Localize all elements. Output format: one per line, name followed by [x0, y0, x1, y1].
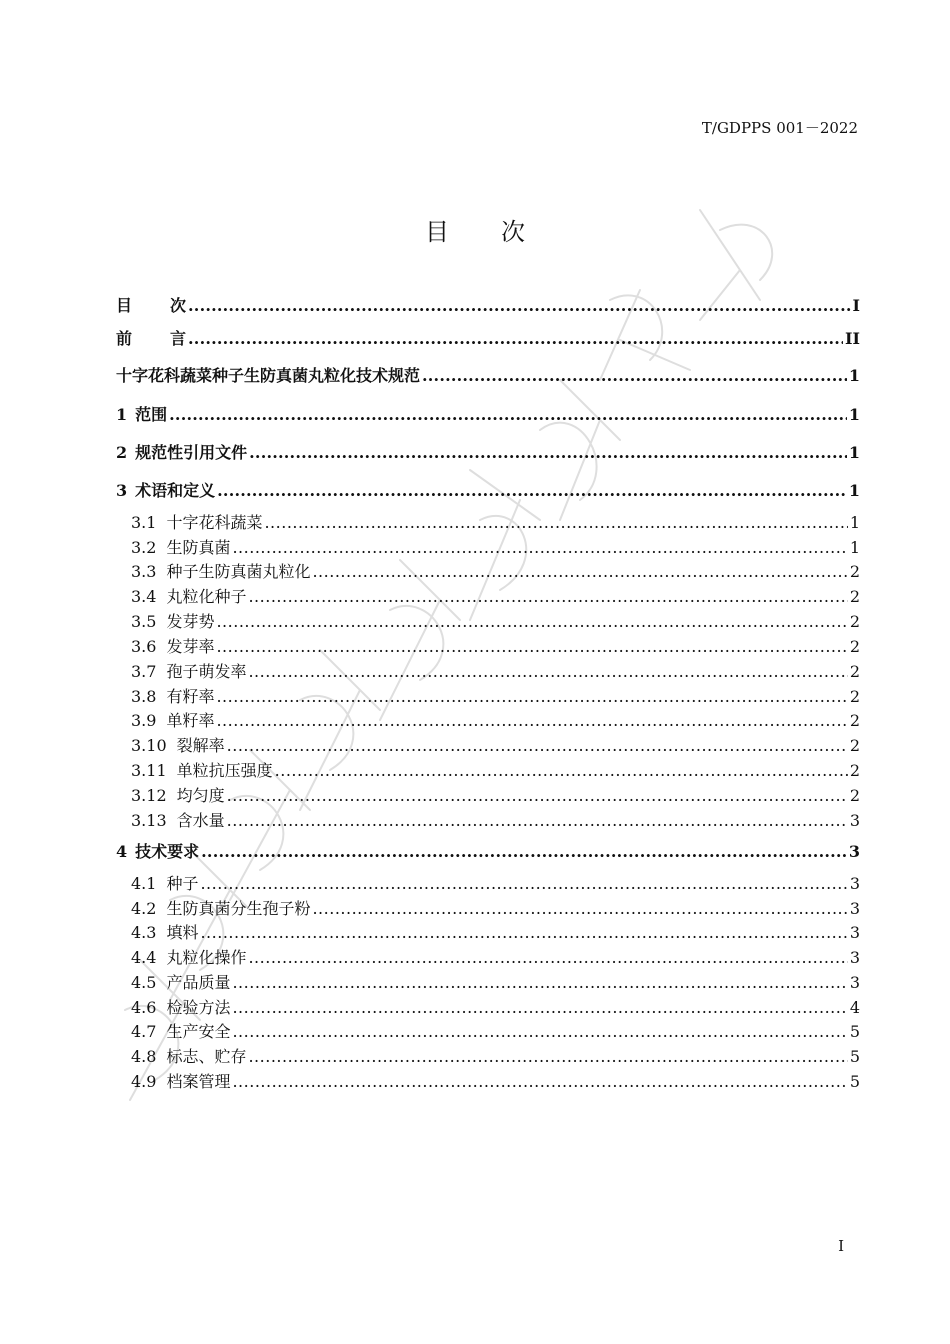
toc-entry-number: 3.11	[131, 761, 167, 780]
toc-entry-label	[131, 945, 246, 968]
toc-page-number: 3	[848, 842, 860, 861]
toc-entry-number: 4.3	[131, 923, 157, 942]
toc-entry-text: 范围	[135, 405, 168, 424]
toc-entry-text: 档案管理	[166, 1072, 231, 1091]
toc-entry-number: 3.2	[131, 538, 157, 557]
toc-subentry[interactable]	[131, 758, 860, 781]
toc-page-number: 5	[849, 1022, 860, 1041]
toc-entry-text: 检验方法	[166, 998, 231, 1017]
toc-entry-text: 单籽率	[166, 711, 215, 730]
toc-page-number: 2	[849, 662, 860, 681]
toc-entry-number: 3.10	[131, 736, 167, 755]
toc-subentry[interactable]	[131, 783, 860, 806]
toc-page-number: I	[852, 296, 860, 315]
toc-page-number: 1	[848, 366, 860, 385]
toc-entry-number: 3.12	[131, 786, 167, 805]
page-title	[0, 212, 950, 247]
toc-entry-text: 规范性引用文件	[135, 443, 248, 462]
toc-entry-text: 有籽率	[166, 687, 215, 706]
toc-entry-label-second: 次	[170, 296, 187, 315]
toc-subentry[interactable]	[131, 510, 860, 533]
toc-page-number: 5	[849, 1047, 860, 1066]
toc-entry-label	[131, 609, 214, 632]
toc-entry-number: 3.9	[131, 711, 157, 730]
toc-entry-number: 3.13	[131, 811, 167, 830]
page-title-char-1: 目	[425, 218, 449, 246]
page-title-char-2: 次	[501, 218, 525, 246]
toc-entry-number: 1	[116, 405, 128, 424]
toc-dot-leader	[248, 662, 847, 681]
toc-page-number: 5	[849, 1072, 860, 1091]
toc-entry-label-second: 言	[170, 329, 187, 348]
toc-dot-leader	[216, 687, 847, 706]
toc-dot-leader	[312, 562, 847, 581]
toc-subentry[interactable]	[131, 871, 860, 894]
toc-subentry[interactable]	[131, 634, 860, 657]
toc-subentry[interactable]	[131, 1044, 860, 1067]
toc-subentry[interactable]	[131, 708, 860, 731]
toc-entry-text: 单粒抗压强度	[176, 761, 273, 780]
toc-entry-label	[116, 839, 199, 862]
toc-entry-label	[131, 684, 214, 707]
toc-entry-label	[116, 478, 215, 501]
toc-entry-label	[131, 559, 310, 582]
toc-entry-text: 丸粒化操作	[166, 948, 247, 967]
toc-entry-number: 2	[116, 443, 128, 462]
toc-entry-label	[131, 995, 230, 1018]
toc-entry[interactable]	[116, 440, 860, 463]
toc-entry-label	[131, 896, 310, 919]
toc-entry-text: 裂解率	[176, 736, 225, 755]
toc-entry-label	[131, 659, 246, 682]
toc-entry-label	[131, 1044, 246, 1067]
toc-dot-leader	[232, 1022, 847, 1041]
toc-subentry[interactable]	[131, 970, 860, 993]
toc-dot-leader	[216, 711, 847, 730]
toc-dot-leader	[249, 443, 847, 462]
toc-entry-number: 3.8	[131, 687, 157, 706]
toc-entry-text: 技术要求	[135, 842, 200, 861]
toc-entry-number: 4.6	[131, 998, 157, 1017]
toc-subentry[interactable]	[131, 559, 860, 582]
toc-page-number: 2	[849, 761, 860, 780]
toc-entry-text: 发芽势	[166, 612, 215, 631]
toc-dot-leader	[217, 481, 847, 500]
toc-dot-leader	[200, 923, 847, 942]
toc-page-number: 3	[849, 948, 860, 967]
toc-page-number: 3	[849, 973, 860, 992]
toc-entry-label	[116, 402, 167, 425]
toc-dot-leader	[232, 973, 847, 992]
toc-subentry[interactable]	[131, 945, 860, 968]
toc-page-number: 3	[849, 899, 860, 918]
toc-dot-leader	[312, 899, 847, 918]
toc-page-number: 2	[849, 637, 860, 656]
toc-page-number: 3	[849, 874, 860, 893]
toc-entry-number: 3.4	[131, 587, 157, 606]
toc-entry-text: 丸粒化种子	[166, 587, 247, 606]
toc-subentry[interactable]	[131, 609, 860, 632]
toc-dot-leader	[188, 329, 843, 348]
toc-entry-label-first: 前	[116, 329, 133, 348]
toc-subentry[interactable]	[131, 584, 860, 607]
toc-entry-label	[116, 440, 247, 463]
toc-entry-label	[116, 326, 186, 349]
toc-entry-text: 种子生防真菌丸粒化	[166, 562, 311, 581]
toc-dot-leader	[232, 538, 847, 557]
toc-page-number: 2	[849, 587, 860, 606]
page-number: I	[838, 1237, 844, 1255]
toc-entry[interactable]	[116, 363, 860, 386]
toc-entry-text: 生产安全	[166, 1022, 231, 1041]
toc-page-number: 1	[848, 443, 860, 462]
toc-entry-text: 发芽率	[166, 637, 215, 656]
toc-dot-leader	[232, 1072, 847, 1091]
toc-entry-text: 术语和定义	[135, 481, 216, 500]
toc-dot-leader	[232, 998, 847, 1017]
toc-dot-leader	[248, 1047, 847, 1066]
toc-entry-label	[116, 293, 186, 316]
toc-entry-label	[131, 510, 262, 533]
document-code: T/GDPPS 001－2022	[701, 119, 858, 137]
toc-entry-text: 填料	[166, 923, 199, 942]
toc-dot-leader	[275, 761, 848, 780]
toc-entry-label	[131, 733, 225, 756]
toc-entry-number: 4.8	[131, 1047, 157, 1066]
toc-page-number: 2	[849, 711, 860, 730]
toc-page-number: 2	[849, 612, 860, 631]
toc-entry-label	[131, 920, 198, 943]
toc-entry-number: 4.1	[131, 874, 157, 893]
toc-subentry[interactable]	[131, 896, 860, 919]
toc-entry-label	[131, 970, 230, 993]
toc-subentry[interactable]	[131, 920, 860, 943]
toc-page-number: 4	[849, 998, 860, 1017]
toc-page-number: 1	[849, 513, 860, 532]
toc-subentry[interactable]	[131, 1019, 860, 1042]
toc-entry-number: 4	[116, 842, 128, 861]
toc-dot-leader	[227, 736, 848, 755]
toc-dot-leader	[201, 842, 847, 861]
toc-entry[interactable]	[116, 293, 860, 316]
toc-subentry[interactable]	[131, 733, 860, 756]
toc-entry[interactable]	[116, 402, 860, 425]
toc-entry-number: 4.2	[131, 899, 157, 918]
toc-entry-text: 孢子萌发率	[166, 662, 247, 681]
toc-entry-label-first: 目	[116, 296, 133, 315]
toc-page-number: 1	[848, 481, 860, 500]
toc-dot-leader	[169, 405, 847, 424]
toc-dot-leader	[248, 948, 847, 967]
toc-page-number: 1	[849, 538, 860, 557]
toc-entry-label	[131, 783, 225, 806]
toc-entry-label	[131, 584, 246, 607]
toc-dot-leader	[227, 786, 848, 805]
toc-dot-leader	[200, 874, 847, 893]
toc-subentry[interactable]	[131, 808, 860, 831]
toc-dot-leader	[216, 612, 847, 631]
toc-entry-number: 4.5	[131, 973, 157, 992]
toc-page-number: 3	[849, 923, 860, 942]
toc-entry[interactable]	[116, 326, 860, 349]
toc-entry-number: 3.5	[131, 612, 157, 631]
toc-entry-text: 十字花科蔬菜种子生防真菌丸粒化技术规范	[116, 366, 421, 385]
toc-entry-number: 3	[116, 481, 128, 500]
toc-entry-label	[131, 1069, 230, 1092]
toc-entry-text: 十字花科蔬菜	[166, 513, 263, 532]
toc-dot-leader	[248, 587, 847, 606]
toc-subentry[interactable]	[131, 1069, 860, 1092]
toc-entry-number: 4.4	[131, 948, 157, 967]
toc-page-number: 1	[848, 405, 860, 424]
toc-entry-label	[131, 808, 225, 831]
toc-entry-label	[131, 708, 214, 731]
toc-entry-label	[131, 871, 198, 894]
toc-page-number: 2	[849, 786, 860, 805]
toc-entry-label	[131, 758, 273, 781]
toc-entry-label	[131, 634, 214, 657]
toc-page-number: II	[845, 329, 860, 348]
toc-entry-number: 3.1	[131, 513, 157, 532]
toc-page-number: 2	[849, 687, 860, 706]
toc-page-number: 2	[849, 736, 860, 755]
toc-entry-number: 4.9	[131, 1072, 157, 1091]
toc-entry-text: 含水量	[176, 811, 225, 830]
toc-dot-leader	[264, 513, 847, 532]
toc-dot-leader	[227, 811, 848, 830]
toc-page-number: 2	[849, 562, 860, 581]
toc-entry-text: 生防真菌分生孢子粉	[166, 899, 311, 918]
toc-entry-label	[131, 1019, 230, 1042]
toc-entry-text: 均匀度	[176, 786, 225, 805]
toc-page-number: 3	[849, 811, 860, 830]
toc-entry-number: 4.7	[131, 1022, 157, 1041]
toc-entry[interactable]	[116, 839, 860, 862]
toc-entry[interactable]	[116, 478, 860, 501]
toc-dot-leader	[188, 296, 850, 315]
toc-entry-number: 3.7	[131, 662, 157, 681]
toc-entry-text: 标志、贮存	[166, 1047, 247, 1066]
toc-subentry[interactable]	[131, 684, 860, 707]
toc-subentry[interactable]	[131, 535, 860, 558]
toc-entry-text: 种子	[166, 874, 199, 893]
toc-entry-number: 3.6	[131, 637, 157, 656]
toc-dot-leader	[422, 366, 847, 385]
toc-entry-label	[131, 535, 230, 558]
toc-subentry[interactable]	[131, 995, 860, 1018]
toc-dot-leader	[216, 637, 847, 656]
toc-entry-text: 产品质量	[166, 973, 231, 992]
toc-subentry[interactable]	[131, 659, 860, 682]
toc-entry-text: 生防真菌	[166, 538, 231, 557]
toc-entry-number: 3.3	[131, 562, 157, 581]
toc-entry-label	[116, 363, 420, 386]
